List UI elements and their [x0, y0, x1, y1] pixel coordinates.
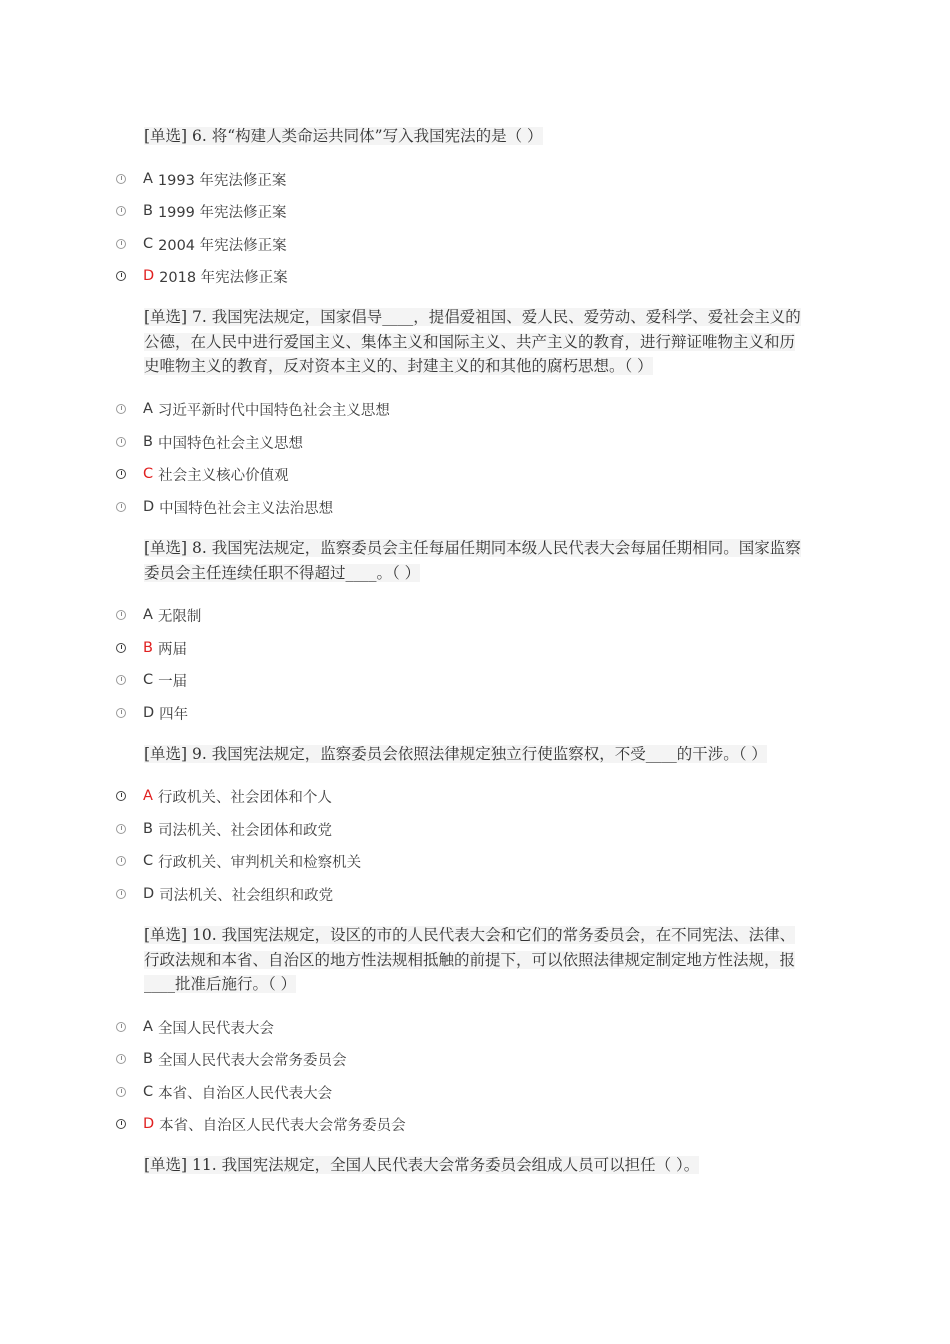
question-text: [单选] 7. 我国宪法规定，国家倡导____，提倡爱祖国、爱人民、爱劳动、爱科学、爱社会主义的公德，在人民中进行爱国主义、集体主义和国际主义、共产主义的教育，进行辩证唯物主义和历史唯物主义的教育，反对资本主义的、封建主义的和其他的腐朽思想。（ ） — [144, 308, 801, 376]
question-text: [单选] 8. 我国宪法规定，监察委员会主任每届任期同本级人民代表大会每届任期相同。国家监察委员会主任连续任职不得超过____。（ ） — [144, 539, 801, 582]
option-letter: A — [143, 788, 153, 804]
radio-icon[interactable] — [116, 856, 126, 866]
radio-icon[interactable] — [116, 824, 126, 834]
option-text: 司法机关、社会团体和政党 — [157, 822, 332, 839]
option-letter: B — [143, 434, 153, 450]
option-text: 行政机关、审判机关和检察机关 — [158, 854, 362, 871]
option-8d[interactable] — [116, 702, 188, 724]
option-text: 全国人民代表大会 — [157, 1020, 274, 1037]
radio-icon[interactable] — [116, 404, 126, 414]
option-letter: A — [143, 171, 153, 187]
option-8c[interactable] — [116, 669, 187, 691]
question-text: [单选] 9. 我国宪法规定，监察委员会依照法律规定独立行使监察权，不受____的干涉。（ ） — [144, 745, 767, 763]
radio-icon[interactable] — [116, 1119, 126, 1129]
option-letter: D — [143, 705, 155, 721]
option-letter: C — [143, 466, 154, 482]
option-letter: C — [143, 853, 154, 869]
option-letter: D — [143, 886, 155, 902]
radio-icon[interactable] — [116, 675, 126, 685]
option-text: 本省、自治区人民代表大会 — [158, 1085, 333, 1102]
option-7c[interactable] — [116, 463, 289, 485]
option-letter: A — [143, 1019, 153, 1035]
option-letter: B — [143, 1051, 153, 1067]
option-text: 无限制 — [157, 608, 202, 625]
option-text: 中国特色社会主义思想 — [157, 435, 303, 452]
option-10c[interactable] — [116, 1081, 332, 1103]
question-9 — [144, 742, 809, 767]
radio-icon[interactable] — [116, 271, 126, 281]
option-6b[interactable] — [116, 200, 286, 222]
option-8b[interactable] — [116, 637, 187, 659]
radio-icon[interactable] — [116, 239, 126, 249]
radio-icon[interactable] — [116, 437, 126, 447]
option-10b[interactable] — [116, 1048, 346, 1070]
option-letter: B — [143, 640, 153, 656]
option-letter: A — [143, 607, 153, 623]
option-text: 社会主义核心价值观 — [158, 467, 289, 484]
radio-icon[interactable] — [116, 1054, 126, 1064]
option-7a[interactable] — [116, 398, 390, 420]
option-text: 1999 年宪法修正案 — [157, 204, 287, 221]
option-letter: D — [143, 268, 155, 284]
option-text: 一届 — [158, 673, 188, 690]
option-text: 全国人民代表大会常务委员会 — [157, 1052, 347, 1069]
question-text: [单选] 11. 我国宪法规定，全国人民代表大会常务委员会组成人员可以担任（ ）。 — [144, 1156, 700, 1174]
option-8a[interactable] — [116, 604, 201, 626]
question-10 — [144, 923, 809, 997]
option-text: 四年 — [159, 706, 189, 723]
option-letter: B — [143, 203, 153, 219]
option-text: 习近平新时代中国特色社会主义思想 — [157, 402, 390, 419]
option-letter: B — [143, 821, 153, 837]
option-text: 1993 年宪法修正案 — [157, 172, 287, 189]
option-text: 2018 年宪法修正案 — [159, 269, 288, 286]
question-6 — [144, 124, 809, 149]
option-9a[interactable] — [116, 785, 332, 807]
option-letter: D — [143, 499, 155, 515]
option-7b[interactable] — [116, 431, 303, 453]
option-6d[interactable] — [116, 265, 288, 287]
option-6c[interactable] — [116, 233, 287, 255]
option-9c[interactable] — [116, 850, 361, 872]
option-6a[interactable] — [116, 168, 286, 190]
option-text: 中国特色社会主义法治思想 — [159, 500, 334, 517]
radio-icon[interactable] — [116, 643, 126, 653]
option-7d[interactable] — [116, 496, 333, 518]
option-10d[interactable] — [116, 1113, 406, 1135]
option-text: 两届 — [157, 641, 187, 658]
radio-icon[interactable] — [116, 174, 126, 184]
radio-icon[interactable] — [116, 791, 126, 801]
question-11 — [144, 1153, 809, 1178]
option-text: 2004 年宪法修正案 — [158, 237, 287, 254]
question-8 — [144, 536, 809, 585]
option-9d[interactable] — [116, 883, 333, 905]
option-letter: C — [143, 236, 154, 252]
question-text: [单选] 10. 我国宪法规定，设区的市的人民代表大会和它们的常务委员会，在不同宪法、法律、行政法规和本省、自治区的地方性法规相抵触的前提下，可以依照法律规定制定地方性法规，报____批准后施行。（ ） — [144, 926, 796, 994]
option-letter: C — [143, 1084, 154, 1100]
radio-icon[interactable] — [116, 469, 126, 479]
radio-icon[interactable] — [116, 502, 126, 512]
radio-icon[interactable] — [116, 889, 126, 899]
option-10a[interactable] — [116, 1016, 274, 1038]
option-text: 行政机关、社会团体和个人 — [157, 789, 332, 806]
radio-icon[interactable] — [116, 1087, 126, 1097]
option-letter: A — [143, 401, 153, 417]
radio-icon[interactable] — [116, 1022, 126, 1032]
option-letter: C — [143, 672, 154, 688]
option-letter: D — [143, 1116, 155, 1132]
option-text: 司法机关、社会组织和政党 — [159, 887, 334, 904]
radio-icon[interactable] — [116, 610, 126, 620]
question-text: [单选] 6. 将“构建人类命运共同体”写入我国宪法的是（ ） — [144, 127, 543, 145]
option-9b[interactable] — [116, 818, 332, 840]
radio-icon[interactable] — [116, 206, 126, 216]
question-7 — [144, 305, 809, 379]
radio-icon[interactable] — [116, 708, 126, 718]
option-text: 本省、自治区人民代表大会常务委员会 — [159, 1117, 406, 1134]
